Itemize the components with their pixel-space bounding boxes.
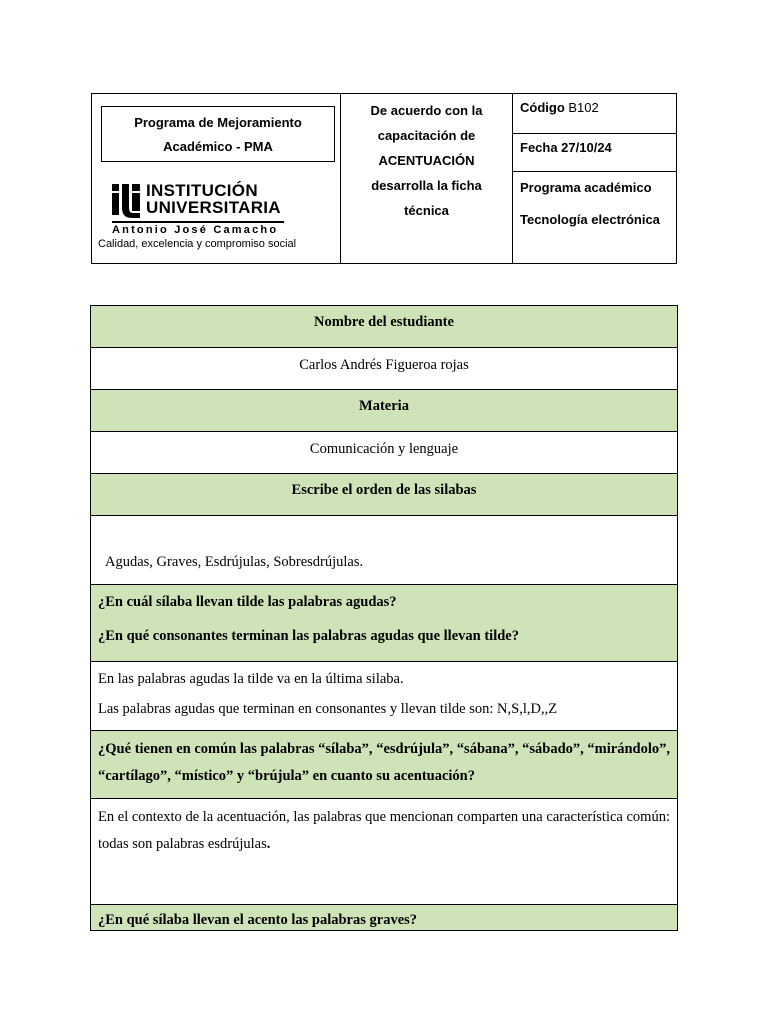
- program-box-line2: Académico - PMA: [163, 139, 273, 154]
- logo-text-universitaria: UNIVERSITARIA: [146, 198, 281, 217]
- q1-label: Escribe el orden de las silabas: [291, 482, 477, 498]
- student-label-row: [91, 306, 677, 348]
- date-text: Fecha 27/10/24: [520, 140, 612, 155]
- q3-text: ¿Qué tienen en común las palabras “sílaba”, “esdrújula”, “sábana”, “sábado”, “mirándolo”, “cartílago”, “místico” y “brújula” en cuanto su acentuación?: [98, 741, 670, 784]
- a3-text: En el contexto de la acentuación, las palabras que mencionan comparten una característica común: todas son palabras esdrújulas: [98, 809, 670, 852]
- student-name-row: [91, 348, 677, 390]
- code-label: Código: [520, 100, 565, 115]
- header-right-cell: [513, 94, 676, 263]
- instruction-line4: desarrolla la ficha: [371, 178, 482, 193]
- instruction-line1: De acuerdo con la: [370, 103, 483, 118]
- header-middle-cell: [341, 94, 513, 263]
- a2-line1: En las palabras agudas la tilde va en la última silaba.: [98, 671, 404, 687]
- q2-line1: ¿En cuál sílaba llevan tilde las palabras agudas?: [98, 594, 397, 610]
- logo-text-institucion: INSTITUCIÓN: [146, 181, 258, 200]
- institution-logo: [98, 182, 334, 252]
- q2-row: [91, 585, 677, 662]
- a2-row: [91, 662, 677, 731]
- program-box-line1: Programa de Mejoramiento: [134, 115, 302, 130]
- program-value: Tecnología electrónica: [520, 212, 660, 227]
- q3-row: [91, 731, 677, 799]
- program-cell: [513, 172, 676, 263]
- q1-answer: Agudas, Graves, Esdrújulas, Sobresdrújulas.: [105, 554, 364, 570]
- logo-tagline: Calidad, excelencia y compromiso social: [98, 238, 297, 250]
- instruction-line5: técnica: [404, 203, 449, 218]
- student-form-table: [90, 305, 678, 931]
- q4-text: ¿En qué sílaba llevan el acento las palabras graves?: [98, 912, 418, 928]
- student-name: Carlos Andrés Figueroa rojas: [299, 357, 469, 373]
- q2-line2: ¿En qué consonantes terminan las palabras agudas que llevan tilde?: [98, 628, 519, 644]
- program-box: [101, 106, 335, 162]
- student-label: Nombre del estudiante: [314, 314, 454, 330]
- a2-line2: Las palabras agudas que terminan en consonantes y llevan tilde son: N,S,l,D,,Z: [98, 701, 558, 717]
- program-label: Programa académico: [520, 180, 652, 195]
- date-cell: [513, 134, 676, 172]
- q1-answer-row: [91, 516, 677, 585]
- instruction-line3: ACENTUACIÓN: [378, 153, 475, 168]
- header-table: [91, 93, 677, 264]
- q1-label-row: [91, 474, 677, 516]
- subject-label-row: [91, 390, 677, 432]
- institution-logo-mark-icon: [112, 184, 140, 220]
- header-left-cell: [92, 94, 341, 263]
- subject-label: Materia: [359, 398, 409, 414]
- instruction-line2: capacitación de: [377, 128, 476, 143]
- code-cell: [513, 94, 676, 134]
- subject-value: Comunicación y lenguaje: [309, 441, 459, 457]
- a3-period: .: [266, 836, 271, 852]
- a3-row: [91, 799, 677, 905]
- q4-row: [91, 905, 677, 931]
- logo-text-name: Antonio José Camacho: [112, 224, 279, 236]
- logo-divider: [112, 221, 284, 223]
- subject-value-row: [91, 432, 677, 474]
- code-value: B102: [568, 100, 599, 115]
